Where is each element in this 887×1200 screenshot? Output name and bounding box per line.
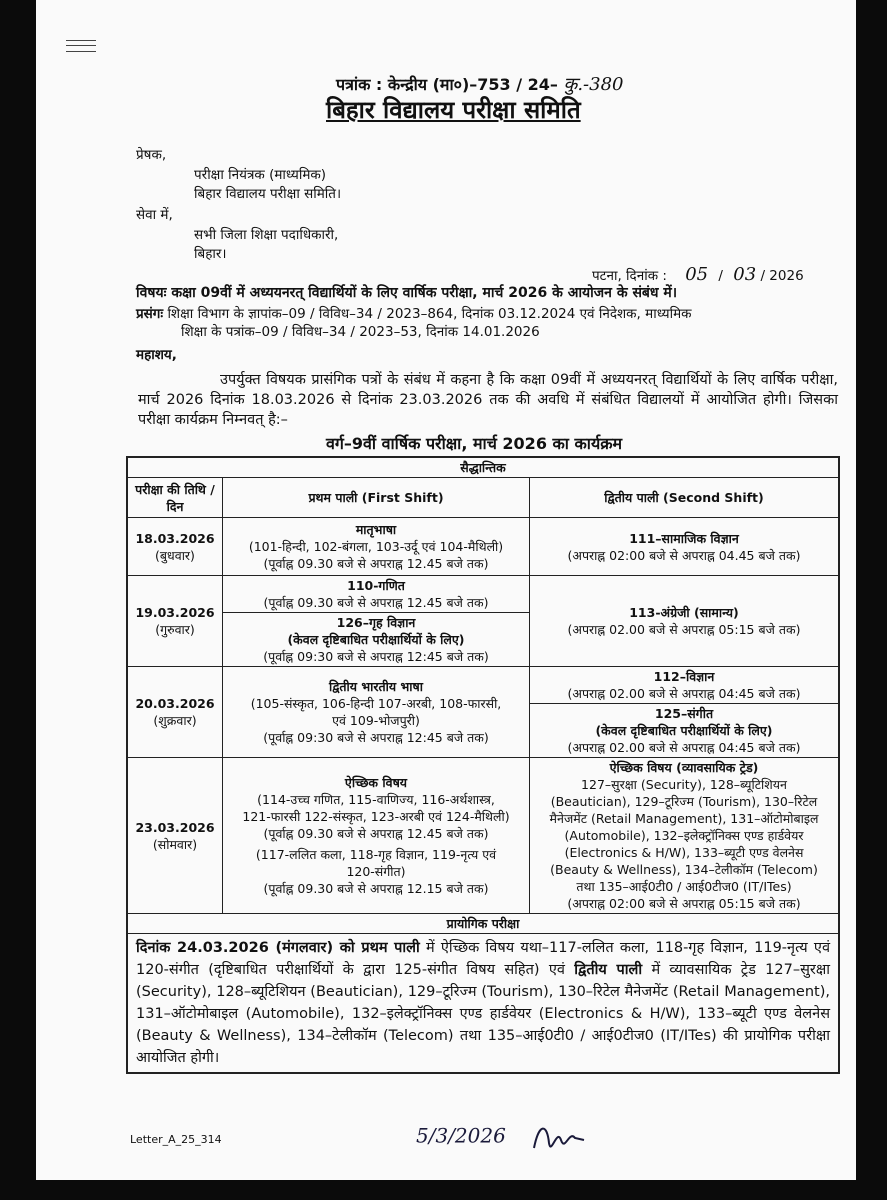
punch-mark [66,40,96,52]
subject-name: 126–गृह विज्ञान [336,615,416,630]
subject-detail: एवं 109-भोजपुरी) [332,713,420,728]
subject-detail: (114-उच्च गणित, 115-वाणिज्य, 116-अर्थशास्त्र, [257,792,495,807]
letter-page [36,0,856,1180]
subject-name: 110-गणित [347,578,405,593]
subject-label: विषयः [136,285,167,301]
schedule-table [126,456,840,1074]
sender-org: बिहार विद्यालय परीक्षा समिति। [194,186,342,202]
exam-time: (अपराह्न 02:00 बजे से अपराह्न 04.45 बजे तक) [567,547,801,563]
schedule-title: वर्ग–9वीं वार्षिक परीक्षा, मार्च 2026 का कार्यक्रम [326,434,623,453]
subject-detail: (Beauty & Wellness), 134–टेलीकॉम (Telecom) [550,862,818,877]
context-label: प्रसंगः [136,306,164,322]
table-row [128,518,839,576]
subject-name: द्वितीय भारतीय भाषा [329,679,423,694]
subject-line [136,283,846,302]
signature-date: 5/3/2026 [416,1123,506,1148]
first-shift-cell [223,613,530,667]
file-code: Letter_A_25_314 [130,1133,222,1146]
body-paragraph: उपर्युक्त विषयक प्रासंगिक पत्रों के संबंध में कहना है कि कक्षा 09वीं में अध्ययनरत् विद्यार्थियों के लिए वार्षिक परीक्षा, मार्च 2026 दिनांक 18.03.2026 से दिनांक 23.03.2026 तक की अवधि में संबंधित विद्यालयों में आयोजित होगी। जिसका परीक्षा कार्यक्रम निम्नवत् है:– [138,372,838,428]
subject-name: 125–संगीत [654,706,714,721]
exam-day: (शुक्रवार) [153,713,197,728]
subject-name: ऐच्छिक विषय [344,775,408,790]
exam-time: (पूर्वाह्न 09.30 बजे से अपराह्न 12.45 बजे तक) [263,826,489,841]
exam-time: (पूर्वाह्न 09:30 बजे से अपराह्न 12:45 बजे तक) [263,730,489,745]
practical-date: दिनांक 24.03.2026 (मंगलवार) को प्रथम पाली [136,940,420,956]
date-month: 03 [733,264,757,285]
exam-day: (गुरुवार) [155,622,195,637]
exam-time: (पूर्वाह्न 09:30 बजे से अपराह्न 12:45 बजे तक) [263,649,489,664]
subject-name: 112–विज्ञान [653,669,715,684]
first-shift-cell [223,518,530,576]
col-first-shift-header: प्रथम पाली (First Shift) [223,478,530,518]
to-name: सभी जिला शिक्षा पदाधिकारी, [194,227,339,243]
col-date-header: परीक्षा की तिथि / दिन [128,478,223,518]
practical-header: प्रायोगिक परीक्षा [128,914,839,934]
exam-day: (बुधवार) [155,547,195,563]
practical-detail: में व्यावसायिक ट्रेड 127–सुरक्षा (Security), 128–ब्यूटिशियन (Beautician), 129–टूरिज्म (Tourism), 130–रिटेल मैनेजमेंट (Retail Management), 131–ऑटोमोबाइल (Automobile), 132–इलेक्ट्रॉनिक्स एण्ड हार्डवेयर (Electronics & H/W), 133–ब्यूटी एण्ड वेलनेस (Beauty & Wellness), 134–टेलीकॉम (Telecom) तथा 135–आई0टी0 / आई0टीज0 (IT/ITes) की प्रायोगिक परीक्षा आयोजित होगी। [136,962,830,1066]
to-label: सेवा में, [136,207,173,223]
subject-detail: (Automobile), 132–इलेक्ट्रॉनिक्स एण्ड हार्डवेयर [564,828,804,843]
date-cell [128,518,223,576]
practical-second-shift: द्वितीय पाली [574,962,643,978]
exam-time: (अपराह्न 02:00 बजे से अपराह्न 05:15 बजे तक) [567,896,801,911]
context-line-1: शिक्षा विभाग के ज्ञापांक–09 / विविध–34 / 2023–864, दिनांक 03.12.2024 एवं निदेशक, माध्यमिक [167,306,692,322]
second-shift-cell [530,518,839,576]
exam-time: (अपराह्न 02.00 बजे से अपराह्न 04:45 बजे तक) [567,740,801,755]
subject-name: मातृभाषा [355,522,397,537]
practical-text [128,934,839,1073]
exam-date: 18.03.2026 [135,530,215,546]
date-cell [128,758,223,914]
subject-detail: (117-ललित कला, 118-गृह विज्ञान, 119-नृत्य एवं [255,847,497,862]
exam-date: 20.03.2026 [135,696,215,711]
salutation: महाशय, [136,347,177,363]
table-row [128,758,839,914]
subject-detail: 120-संगीत) [346,864,406,879]
subject-detail: (Electronics & H/W), 133–ब्यूटी एण्ड वेलनेस [564,845,804,860]
exam-time: (अपराह्न 02.00 बजे से अपराह्न 05:15 बजे तक) [567,622,801,637]
exam-time: (पूर्वाह्न 09.30 बजे से अपराह्न 12.45 बजे तक) [263,556,489,571]
subject-name: ऐच्छिक विषय (व्यावसायिक ट्रेड) [609,760,759,775]
exam-time: (पूर्वाह्न 09.30 बजे से अपराह्न 12.15 बजे तक) [263,881,489,896]
context-block [136,304,846,340]
sender-label: प्रेषक, [136,147,167,163]
date-prefix: पटना, दिनांक : [592,268,667,284]
first-shift-cell [223,667,530,758]
subject-detail: (Beautician), 129–टूरिज्म (Tourism), 130–रिटेल [550,794,818,809]
date-cell [128,576,223,667]
second-shift-cell [530,576,839,667]
board-title: बिहार विद्यालय परीक्षा समिति [326,96,581,124]
exam-time: (अपराह्न 02.00 बजे से अपराह्न 04:45 बजे तक) [567,686,801,701]
table-row [128,576,839,613]
col-second-shift-header: द्वितीय पाली (Second Shift) [530,478,839,518]
theory-header: सैद्धान्तिक [128,458,839,478]
second-shift-cell [530,704,839,758]
subject-detail: (101-हिन्दी, 102-बंगला, 103-उर्दू एवं 104-मैथिली) [248,539,504,554]
subject-text: कक्षा 09वीं में अध्ययनरत् विद्यार्थियों के लिए वार्षिक परीक्षा, मार्च 2026 के आयोजन के संबंध में। [171,285,678,301]
context-line-2: शिक्षा के पत्रांक–09 / विविध–34 / 2023–53, दिनांक 14.01.2026 [181,324,540,340]
subject-detail: मैनेजमेंट (Retail Management), 131–ऑटोमोबाइल [549,811,819,826]
date-day: 05 [685,264,709,285]
to-place: बिहार। [194,246,227,262]
reference-line: पत्रांक : केन्द्रीय (मा०)–753 / 24– [336,75,558,94]
subject-detail: 121-फारसी 122-संस्कृत, 123-अरबी एवं 124-मैथिली) [242,809,510,824]
first-shift-cell [223,576,530,613]
reference-handwritten: कु.-380 [563,74,624,95]
signature [416,1118,589,1158]
subject-detail: तथा 135–आई0टी0 / आई0टीज0 (IT/ITes) [576,879,792,894]
sender-name: परीक्षा नियंत्रक (माध्यमिक) [194,167,327,183]
letter-date: पटना, दिनांक : 05 / 03 / 2026 [592,264,804,285]
subject-detail: (केवल दृष्टिबाधित परीक्षार्थियों के लिए) [595,723,773,738]
subject-detail: (105-संस्कृत, 106-हिन्दी 107-अरबी, 108-फारसी, [250,696,502,711]
exam-day: (सोमवार) [152,836,198,852]
practical-detail: में ऐच्छिक विषय यथा–117-ललित कला, 118-गृह विज्ञान, 119-नृत्य एवं 120-संगीत (दृष्टिबाधित परीक्षार्थियों के द्वारा 125-संगीत विषय सहित) एवं [136,940,831,978]
second-shift-cell [530,667,839,704]
exam-date: 19.03.2026 [135,605,215,620]
table-row [128,667,839,704]
exam-date: 23.03.2026 [135,819,215,835]
date-year: / 2026 [760,268,804,284]
signature-scribble-icon [529,1118,589,1158]
second-shift-cell [530,758,839,914]
subject-detail: (केवल दृष्टिबाधित परीक्षार्थियों के लिए) [287,632,465,647]
first-shift-cell [223,758,530,914]
subject-detail: 127–सुरक्षा (Security), 128–ब्यूटिशियन [581,777,787,792]
subject-name: 113-अंग्रेजी (सामान्य) [629,605,739,620]
date-cell [128,667,223,758]
subject-name: 111–सामाजिक विज्ञान [629,530,739,546]
exam-time: (पूर्वाह्न 09.30 बजे से अपराह्न 12.45 बजे तक) [263,595,489,610]
